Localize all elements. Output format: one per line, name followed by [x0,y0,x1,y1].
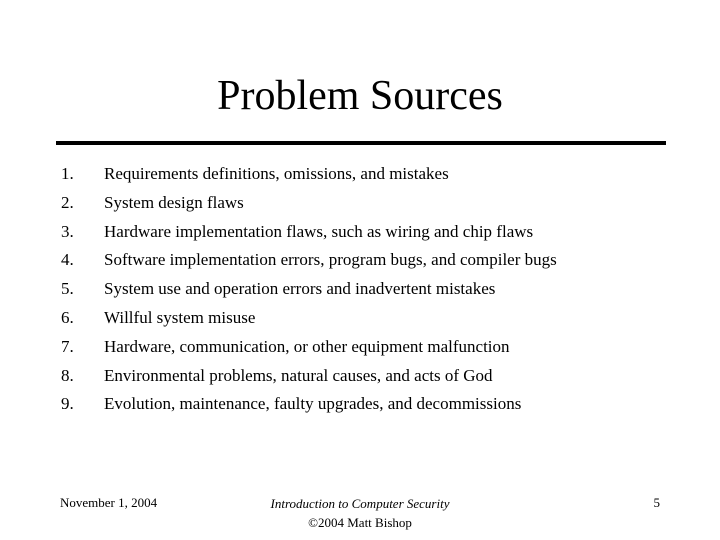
problem-sources-list [61,160,681,419]
footer-copyright: ©2004 Matt Bishop [308,515,412,530]
list-item [61,333,681,362]
list-item-text: Software implementation errors, program bugs, and compiler bugs [104,250,557,270]
list-item-number: 7. [61,336,74,356]
list-item [61,246,681,275]
list-item-number: 3. [61,221,74,241]
footer-date: November 1, 2004 [60,495,158,510]
list-item-text: Willful system misuse [104,307,256,327]
footer-course-title: Introduction to Computer Security [270,496,450,511]
list-item-number: 4. [61,250,74,270]
list-item-text: Hardware, communication, or other equipment malfunction [104,336,510,356]
list-item [61,362,681,391]
list-item-number: 2. [61,192,74,212]
list-item-number: 8. [61,365,74,385]
page-number: 5 [653,495,660,510]
list-item [61,189,681,218]
title-divider [56,141,666,145]
list-item [61,304,681,333]
list-item-number: 9. [61,394,74,414]
list-item [61,275,681,304]
list-item-number: 6. [61,307,74,327]
list-item-text: Environmental problems, natural causes, and acts of God [104,365,493,385]
list-item-number: 5. [61,279,74,299]
list-item-text: Hardware implementation flaws, such as wiring and chip flaws [104,221,534,241]
list-item-text: Evolution, maintenance, faulty upgrades, and decommissions [104,394,522,414]
list-item [61,390,681,419]
list-item-text: System design flaws [104,192,244,212]
list-item-text: Requirements definitions, omissions, and mistakes [104,164,449,183]
list-item-text: System use and operation errors and inadvertent mistakes [104,279,496,299]
slide-title: Problem Sources [217,73,503,119]
footer-center [210,494,510,532]
list-item [61,218,681,247]
list-item-number: 1. [61,164,74,183]
list-item [61,160,681,189]
